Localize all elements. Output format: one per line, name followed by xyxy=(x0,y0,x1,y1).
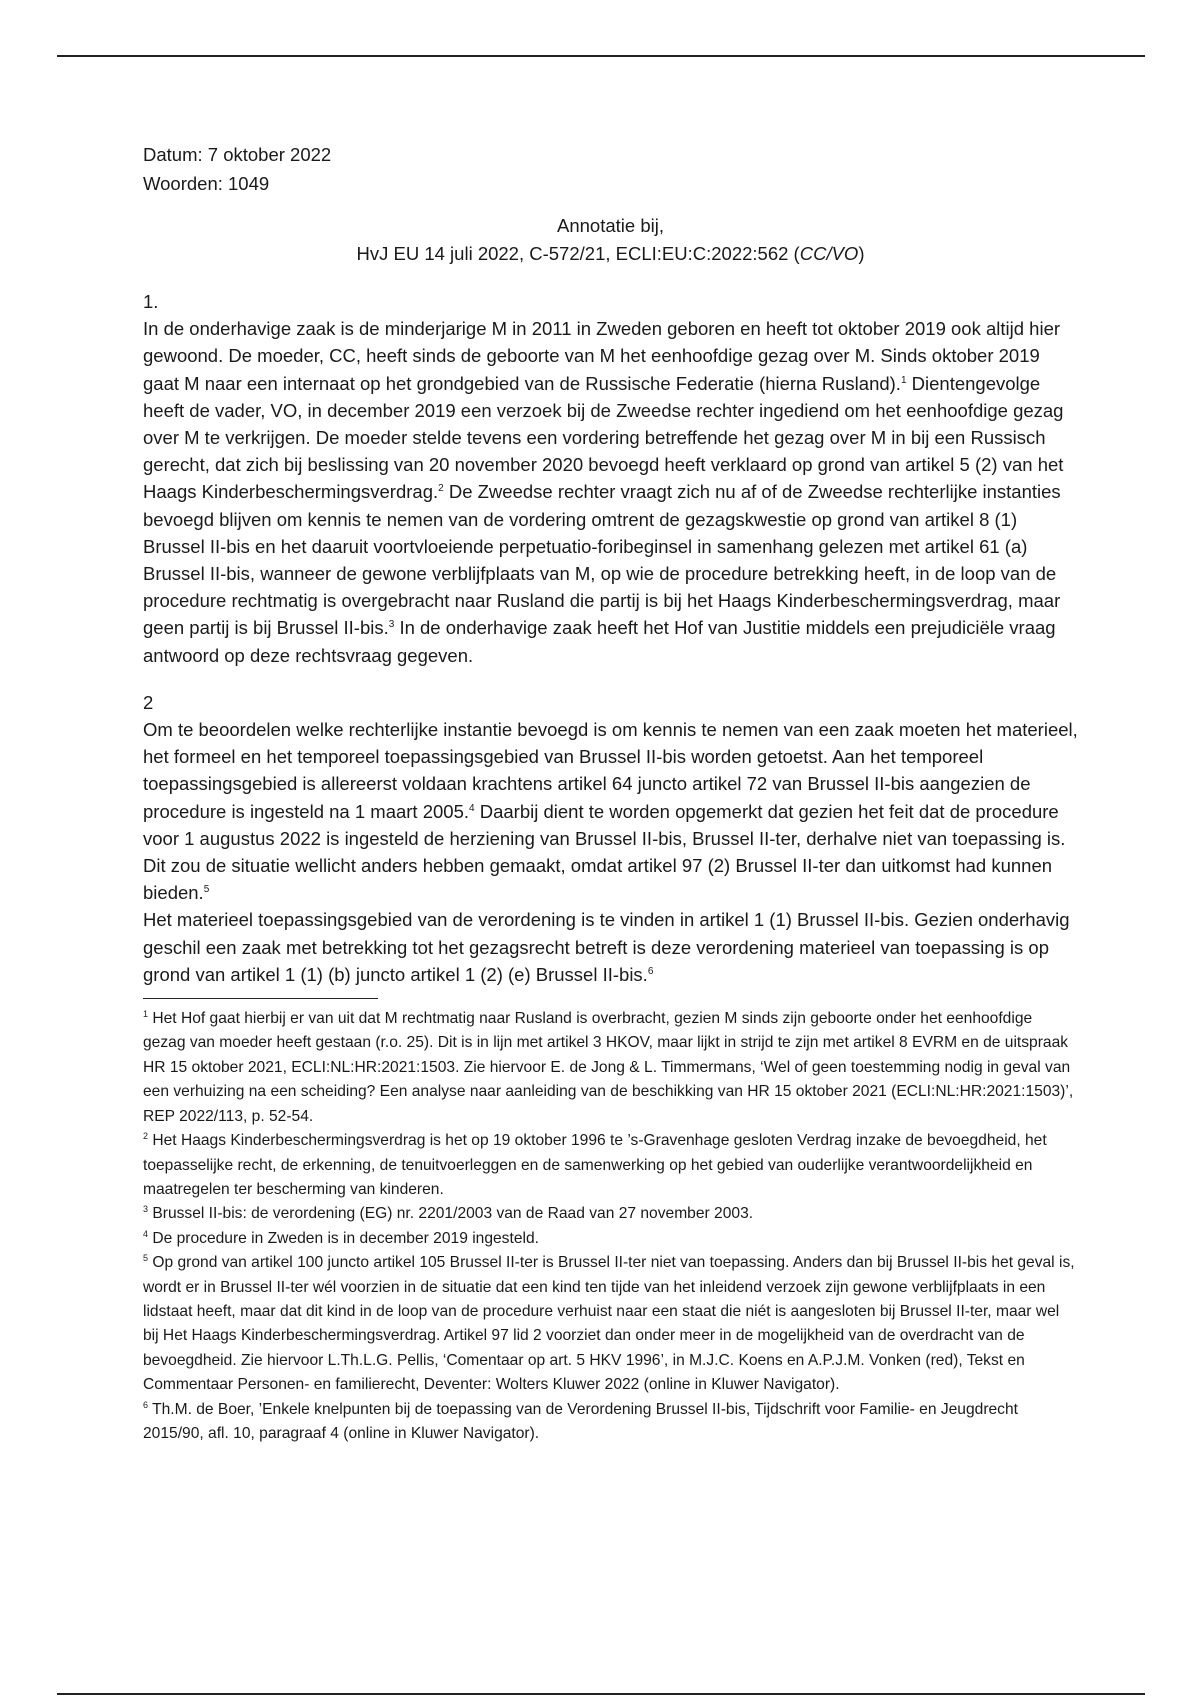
footnote-text: Op grond van artikel 100 juncto artikel 105 Brussel II-ter is Brussel II-ter niet van toepassing. Anders dan bij Brussel II-bis het geval is, wordt er in Brussel II-ter wél voorzien in de situatie dat een kind ten tijde van het inleidend verzoek zijn gewone verblijfplaats in een lidstaat heeft, maar dat dit kind in de loop van de procedure verhuist naar een staat die niét is aangesloten bij Brussel II-ter, maar wel bij Het Haags Kinderbeschermingsverdrag. Artikel 97 lid 2 voorziet dan onder meer in de mogelijkheid van de overdracht van de bevoegdheid. Zie hiervoor L.Th.L.G. Pellis, ‘Comentaar op art. 5 HKV 1996’, in M.J.C. Koens en A.P.J.M. Vonken (red), Tekst en Commentaar Personen- en familierecht, Deventer: Wolters Kluwer 2022 (online in Kluwer Navigator). xyxy=(143,1254,1075,1394)
section-text: Dientengevolge heeft de vader, VO, in december 2019 een verzoek bij de Zweedse rechter ingediend om het eenhoofdige gezag over M te verkrijgen. De moeder stelde tevens een vordering betreffende het gezag over M in bij een Russisch gerecht, dat zich bij beslissing van 20 november 2020 bevoegd heeft verklaard op grond van artikel 5 (2) van het Haags Kinderbeschermingsverdrag. xyxy=(143,372,1064,503)
footnote-number: 1 xyxy=(143,1008,149,1019)
footnote-ref[interactable]: 2 xyxy=(438,483,444,495)
footnote-text: Het Haags Kinderbeschermingsverdrag is het op 19 oktober 1996 te ’s-Gravenhage gesloten Verdrag inzake de bevoegdheid, het toepasselijke recht, de erkenning, de tenuitvoerleggen en de samenwerking op het gebied van ouderlijke verantwoordelijkheid en maatregelen ter bescherming van kinderen. xyxy=(143,1132,1047,1198)
footnote-text: Brussel II-bis: de verordening (EG) nr. 2201/2003 van de Raad van 27 november 2003. xyxy=(148,1205,754,1223)
case-name: CC/VO xyxy=(799,243,859,264)
footnote-number: 2 xyxy=(143,1130,149,1141)
footnotes xyxy=(143,1007,1078,1446)
case-citation: HvJ EU 14 juli 2022, C-572/21, ECLI:EU:C:2022:562 ( xyxy=(356,243,800,264)
footnote-number: 4 xyxy=(143,1228,149,1239)
footnote-ref[interactable]: 1 xyxy=(900,374,907,386)
footnote-number: 5 xyxy=(143,1252,149,1263)
section-text: In de onderhavige zaak heeft het Hof van Justitie middels een prejudiciële vraag antwoord op deze rechtsvraag gegeven. xyxy=(143,617,1056,666)
footnote-text: De procedure in Zweden is in december 2019 ingesteld. xyxy=(148,1229,539,1247)
document-meta xyxy=(143,140,1078,198)
footnote xyxy=(143,1007,1078,1129)
footnote xyxy=(143,1251,1078,1397)
footnote-ref[interactable]: 6 xyxy=(647,965,654,977)
footnote-text: Het Hof gaat hierbij er van uit dat M rechtmatig naar Rusland is overbracht, gezien M sinds zijn geboorte onder het eenhoofdige gezag van moeder heeft gestaan (r.o. 25). Dit is in lijn met artikel 3 HKOV, maar lijkt in strijd te zijn met artikel 8 EVRM en de uitspraak HR 15 oktober 2021, ECLI:NL:HR:2021:1503. Zie hiervoor E. de Jong & L. Timmermans, ‘Wel of geen toestemming nodig in geval van een verhuizing na een scheiding? Een analyse naar aanleiding van de beschikking van HR 15 oktober 2021 (ECLI:NL:HR:2021:1503)’, REP 2022/113, p. 52-54. xyxy=(143,1010,1074,1125)
footnote-ref[interactable]: 4 xyxy=(469,802,475,814)
section-text: De Zweedse rechter vraagt zich nu af of de Zweedse rechterlijke instanties bevoegd blijven om kennis te nemen van de vordering omtrent de gezagskwestie op grond van artikel 8 (1) Brussel II-bis en het daaruit voortvloeiende perpetuatio-foribeginsel in samenhang gelezen met artikel 61 (a) Brussel II-bis, wanneer de gewone verblijfplaats van M, op wie de procedure betrekking heeft, in de loop van de procedure rechtmatig is overgebracht naar Rusland die partij is bij het Haags Kinderbeschermingsverdrag, maar geen partij is bij Brussel II-bis. xyxy=(143,481,1061,639)
case-citation-close: ) xyxy=(858,243,865,264)
footnote-ref[interactable]: 5 xyxy=(203,884,210,896)
document-page xyxy=(143,140,1078,1446)
title-line-2 xyxy=(143,240,1078,268)
section-2 xyxy=(143,689,1078,988)
footnote xyxy=(143,1202,1078,1226)
date-line: Datum: 7 oktober 2022 xyxy=(143,144,332,165)
section-number: 2 xyxy=(143,691,154,713)
footnote-text: Th.M. de Boer, ’Enkele knelpunten bij de toepassing van de Verordening Brussel II-bis, Tijdschrift voor Familie- en Jeugdrecht 2015/90, afl. 10, paragraaf 4 (online in Kluwer Navigator). xyxy=(143,1400,1018,1442)
footnote xyxy=(143,1227,1078,1251)
footnote xyxy=(143,1129,1078,1202)
footnote-separator xyxy=(143,998,378,999)
section-text: Om te beoordelen welke rechterlijke instantie bevoegd is om kennis te nemen van een zaak moeten het materieel, het formeel en het temporeel toepassingsgebied van Brussel II-bis worden getoetst. Aan het temporeel toepassingsgebied is allereerst voldaan krachtens artikel 64 juncto artikel 72 van Brussel II-bis aangezien de procedure is ingesteld na 1 maart 2005. xyxy=(143,719,1078,822)
footnote-ref[interactable]: 3 xyxy=(388,619,395,631)
word-count-line: Woorden: 1049 xyxy=(143,173,270,194)
section-1 xyxy=(143,288,1078,669)
footer-rule xyxy=(57,1693,1145,1695)
footnote-number: 6 xyxy=(143,1399,149,1410)
document-title xyxy=(143,212,1078,268)
header-rule xyxy=(57,55,1145,57)
section-text: Daarbij dient te worden opgemerkt dat gezien het feit dat de procedure voor 1 augustus 2022 is ingesteld de herziening van Brussel II-bis, Brussel II-ter, derhalve niet van toepassing is. Dit zou de situatie wellicht anders hebben gemaakt, omdat artikel 97 (2) Brussel II-ter dan uitkomst had kunnen bieden. xyxy=(143,800,1066,904)
footnote-number: 3 xyxy=(143,1204,149,1215)
section-number: 1. xyxy=(143,291,159,312)
footnote xyxy=(143,1398,1078,1447)
section-text: In de onderhavige zaak is de minderjarige M in 2011 in Zweden geboren en heeft tot oktober 2019 ook altijd hier gewoond. De moeder, CC, heeft sinds de geboorte van M het eenhoofdige gezag over M. Sinds oktober 2019 gaat M naar een internaat op het grondgebied van de Russische Federatie (hierna Rusland). xyxy=(143,318,1061,394)
section-text: Het materieel toepassingsgebied van de verordening is te vinden in artikel 1 (1) Brussel II-bis. Gezien onderhavig geschil een zaak met betrekking tot het gezagsrecht betreft is deze verordening materieel van toepassing is op grond van artikel 1 (1) (b) juncto artikel 1 (2) (e) Brussel II-bis. xyxy=(143,909,1070,985)
title-line-1: Annotatie bij, xyxy=(557,215,664,236)
